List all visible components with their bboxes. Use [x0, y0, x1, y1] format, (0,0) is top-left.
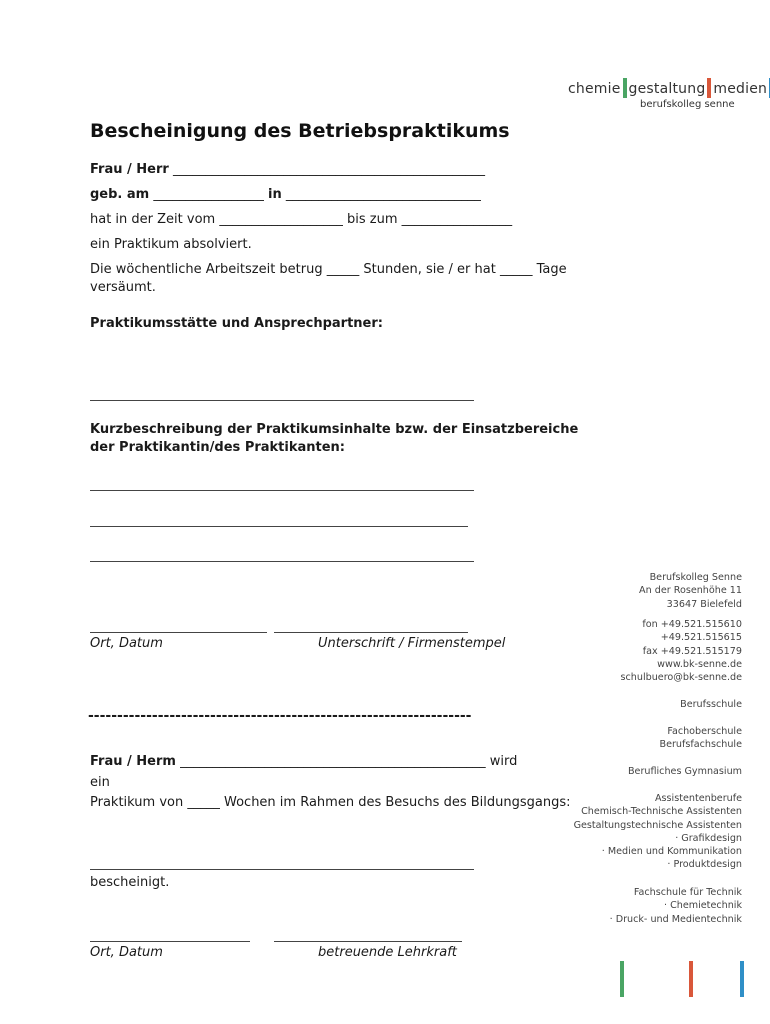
- frau-herm-field[interactable]: _______________________________________________: [180, 754, 486, 769]
- phone-text: fon +49.521.515610: [642, 619, 742, 630]
- wochen-text: Wochen im Rahmen des Besuchs des Bildungsgangs:: [224, 795, 571, 810]
- kurzbeschreibung-line-1[interactable]: [90, 490, 474, 491]
- logo-green-bar: [623, 78, 627, 98]
- ort-datum-label: Ort, Datum: [90, 636, 163, 651]
- footer-green-bar: [620, 961, 624, 997]
- email-link[interactable]: schulbuero@bk-senne.de: [620, 672, 742, 684]
- arbeitszeit-text-2: Stunden, sie / er hat: [363, 262, 496, 277]
- logo-word-gestaltung: gestaltung: [628, 81, 706, 97]
- praktikum-von-row: [90, 795, 571, 810]
- school-type: Berufliches Gymnasium: [627, 766, 742, 777]
- kurzbeschreibung-line-3[interactable]: [90, 561, 474, 562]
- school-type: Fachoberschule: [667, 726, 742, 737]
- sidebar-address: [639, 571, 742, 611]
- fax-text: fax +49.521.515179: [642, 645, 742, 657]
- sidebar-schools-5: [610, 886, 742, 926]
- ort-datum-label-2: Ort, Datum: [90, 945, 163, 960]
- address-line: An der Rosenhöhe 11: [639, 585, 742, 597]
- zeitraum-row: [90, 212, 512, 227]
- kurzbeschreibung-heading-1: Kurzbeschreibung der Praktikumsinhalte bzw. der Einsatzbereiche: [90, 422, 579, 437]
- phone-text: +49.521.515615: [660, 632, 742, 644]
- in-label: in: [268, 187, 282, 202]
- tage-field[interactable]: _____: [499, 262, 533, 277]
- school-type: Berufsfachschule: [659, 739, 742, 751]
- school-type: Berufsschule: [680, 699, 742, 710]
- versaeumt-text: versäumt.: [90, 280, 156, 295]
- logo-wordmark: [568, 78, 770, 98]
- school-type: · Grafikdesign: [675, 832, 742, 844]
- school-type: · Produktdesign: [667, 859, 742, 871]
- ein-text: ein: [90, 775, 110, 790]
- praktikum-von-text: Praktikum von: [90, 795, 184, 810]
- address-line: 33647 Bielefeld: [666, 598, 742, 610]
- zeit-von-field[interactable]: ___________________: [219, 212, 343, 227]
- frau-herr-field[interactable]: ________________________________________________: [172, 162, 485, 177]
- sidebar-schools-1: [680, 698, 742, 711]
- school-type: · Chemietechnik: [663, 900, 742, 912]
- zeit-text: hat in der Zeit vom: [90, 212, 216, 227]
- sidebar-schools-4: [574, 792, 742, 872]
- kurzbeschreibung-line-2[interactable]: [90, 526, 468, 527]
- bescheinigt-text: bescheinigt.: [90, 875, 170, 890]
- praktikumsstaette-line[interactable]: [90, 400, 474, 401]
- school-type: Gestaltungstechnische Assistenten: [573, 819, 742, 831]
- frau-herr-label: Frau / Herr: [90, 162, 169, 177]
- ort-datum-line-2[interactable]: [90, 941, 250, 942]
- frau-herm-label: Frau / Herm: [90, 754, 176, 769]
- ort-datum-line[interactable]: [90, 632, 267, 633]
- address-line: Berufskolleg Senne: [649, 572, 742, 583]
- bis-text: bis zum: [346, 212, 398, 227]
- sidebar-contact: [621, 618, 742, 684]
- geb-label: geb. am: [90, 187, 150, 202]
- school-type: Assistentenberufe: [654, 793, 742, 804]
- lehrkraft-label: betreuende Lehrkraft: [318, 945, 457, 960]
- school-type: Fachschule für Technik: [633, 887, 742, 898]
- sidebar-schools-3: [628, 765, 742, 778]
- footer-blue-bar: [740, 961, 744, 997]
- unterschrift-line[interactable]: [274, 632, 468, 633]
- website-link[interactable]: www.bk-senne.de: [657, 658, 742, 670]
- kurzbeschreibung-heading-2: der Praktikantin/des Praktikanten:: [90, 440, 346, 455]
- cut-separator: ------------------------------------------------------------------: [88, 708, 472, 724]
- frau-herm-row: [90, 754, 517, 769]
- lehrkraft-line[interactable]: [274, 941, 462, 942]
- in-field[interactable]: ______________________________: [285, 187, 481, 202]
- logo-red-bar: [707, 78, 711, 98]
- school-type: Chemisch-Technische Assistenten: [581, 806, 742, 818]
- zeit-bis-field[interactable]: _________________: [401, 212, 513, 227]
- logo-word-chemie: chemie: [568, 81, 621, 97]
- page-title: Bescheinigung des Betriebspraktikums: [90, 120, 510, 142]
- arbeitszeit-row: [90, 262, 567, 277]
- frau-herr-row: [90, 162, 485, 177]
- stunden-field[interactable]: _____: [326, 262, 360, 277]
- arbeitszeit-text-1: Die wöchentliche Arbeitszeit betrug: [90, 262, 323, 277]
- unterschrift-label: Unterschrift / Firmenstempel: [318, 636, 506, 651]
- logo-word-medien: medien: [713, 81, 768, 97]
- school-type: · Medien und Kommunikation: [601, 846, 742, 858]
- praktikumsstaette-heading: Praktikumsstätte und Ansprechpartner:: [90, 316, 383, 331]
- arbeitszeit-text-3: Tage: [536, 262, 567, 277]
- wochen-field[interactable]: _____: [187, 795, 220, 810]
- geb-field[interactable]: _________________: [153, 187, 264, 202]
- sidebar-schools-2: [660, 725, 743, 752]
- school-type: · Druck- und Medientechnik: [609, 913, 742, 925]
- geb-row: [90, 187, 481, 202]
- wird-text: wird: [489, 754, 518, 769]
- footer-red-bar: [689, 961, 693, 997]
- bildungsgang-line[interactable]: [90, 869, 474, 870]
- praktikum-absolviert-text: ein Praktikum absolviert.: [90, 237, 252, 252]
- logo-subtitle: berufskolleg senne: [640, 99, 735, 110]
